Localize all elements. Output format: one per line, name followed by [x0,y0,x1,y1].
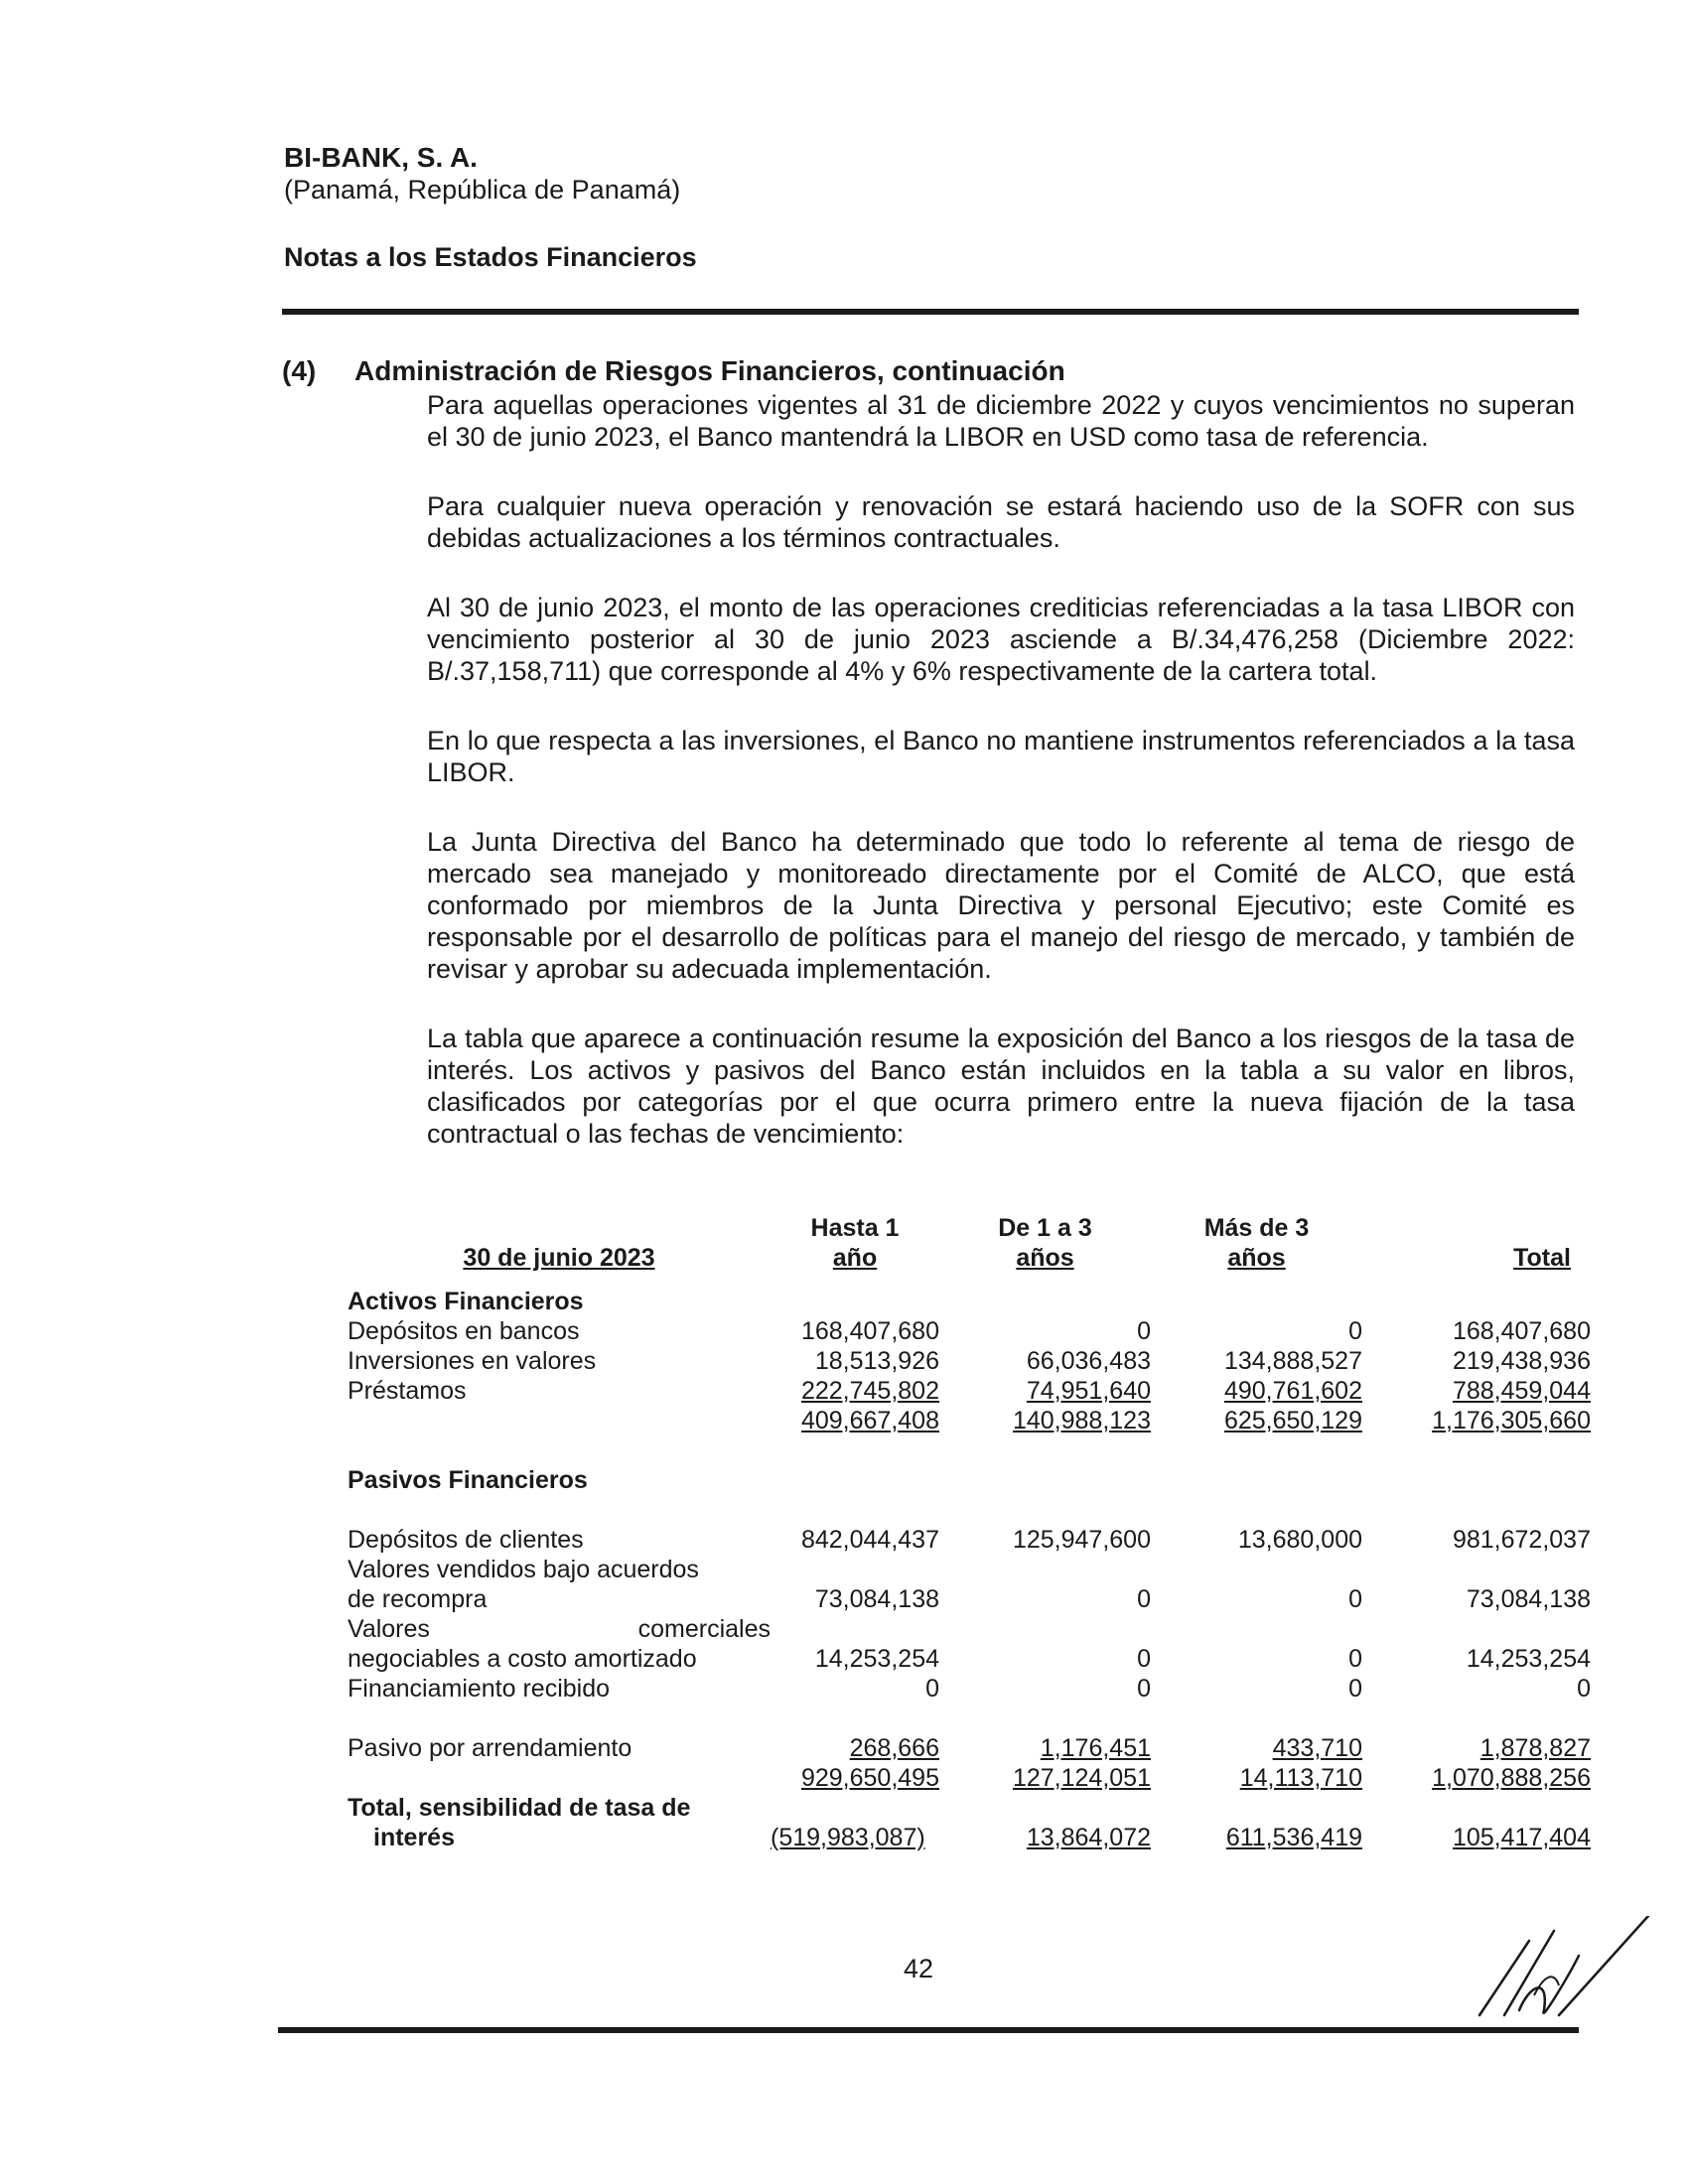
cell-value: 134,888,527 [1223,1347,1362,1375]
table-row [348,1584,1591,1614]
table-row [348,1555,1591,1584]
row-label-part: Valores [348,1615,430,1643]
cell-value: 409,667,408 [800,1407,939,1434]
row-label: Financiamiento recibido [348,1675,611,1703]
row-label: Pasivo por arrendamiento [348,1734,633,1762]
table-date-label: 30 de junio 2023 [463,1244,655,1272]
cell-total: 219,438,936 [1452,1347,1591,1375]
cell-total: 168,407,680 [1452,1317,1591,1345]
signature-icon [1460,1916,1658,2025]
row-label [348,1614,771,1644]
cell-value: 0 [1137,1585,1151,1613]
cell-value: 0 [1137,1675,1151,1703]
cell-value: 74,951,640 [1026,1377,1151,1405]
cell-value: 14,113,710 [1239,1764,1362,1792]
paragraph-libor-usd: Para aquellas operaciones vigentes al 31 de diciembre 2022 y cuyos vencimientos no superan el 30 de junio 2023, el Banco mantendrá la LIBOR en USD como tasa de referencia. [427,390,1575,452]
cell-value: 0 [1348,1317,1362,1345]
cell-value: 0 [1137,1645,1151,1673]
cell-value: 168,407,680 [800,1317,939,1345]
cell-value: 14,253,254 [814,1645,939,1673]
header-rule [282,309,1579,315]
assets-heading-row [348,1287,1591,1316]
cell-value: 0 [1348,1645,1362,1673]
table-row [348,1525,1591,1555]
paragraph-investments: En lo que respecta a las inversiones, el Banco no mantiene instrumentos referenciados a la tasa LIBOR. [427,726,1575,787]
interest-rate-risk-table [348,1213,1591,1852]
row-label: Valores vendidos bajo acuerdos [348,1556,699,1583]
cell-value: 0 [1137,1317,1151,1345]
cell-value: 1,176,451 [1040,1734,1151,1762]
paragraph-table-intro: La tabla que aparece a continuación resume la exposición del Banco a los riesgos de la tasa de interés. Los activos y pasivos del Banco están incluidos en la tabla a su valor en libros, clasificados por categorías por el que ocurra primero entre la nueva fijación de la tasa contractual o las fechas de vencimiento: [427,1024,1575,1149]
table-row [348,1614,1591,1644]
cell-total: 1,070,888,256 [1432,1764,1591,1792]
cell-value: 0 [1348,1675,1362,1703]
col-header-1-a-3: De 1 a 3 [998,1214,1092,1242]
cell-value: 842,044,437 [800,1526,939,1554]
col-header-ano: año [832,1244,878,1272]
cell-total: 1,176,305,660 [1432,1407,1591,1434]
liabilities-heading: Pasivos Financieros [348,1466,588,1494]
liabilities-heading-row [348,1465,1591,1495]
assets-heading: Activos Financieros [348,1288,584,1315]
cell-total: 105,417,404 [1452,1824,1591,1851]
cell-value: 625,650,129 [1223,1407,1362,1434]
company-location: (Panamá, República de Panamá) [284,175,681,205]
col-header-hasta-1: Hasta 1 [810,1214,900,1242]
cell-value: 13,864,072 [1026,1824,1151,1851]
col-header-mas-de-3: Más de 3 [1203,1214,1310,1242]
row-label-part: comerciales [637,1615,771,1643]
cell-total: 981,672,037 [1452,1526,1591,1554]
table-header-row-2 [348,1243,1591,1273]
col-header-anos-1: años [1016,1244,1074,1272]
section-number: (4) [282,355,317,386]
assets-total-row [348,1406,1591,1435]
table-header-row-1 [348,1213,1591,1243]
cell-total: 1,878,827 [1479,1734,1591,1762]
cell-value: 929,650,495 [800,1764,939,1792]
row-label: de recompra [348,1585,488,1613]
table-row [348,1346,1591,1376]
paragraph-libor-amount: Al 30 de junio 2023, el monto de las operaciones crediticias referenciadas a la tasa LIBOR con vencimiento posterior al 30 de junio 2023 asciende a B/.34,476,258 (Diciembre 2022: B/.37,158,711) que corresponde al 4% y 6% respectivamente de la cartera total. [427,593,1575,686]
cell-value: 433,710 [1272,1734,1362,1762]
cell-total: 73,084,138 [1466,1585,1591,1613]
cell-value: 140,988,123 [1012,1407,1151,1434]
cell-value: 127,124,051 [1012,1764,1151,1792]
row-label: Préstamos [348,1377,467,1405]
cell-value: 13,680,000 [1237,1526,1362,1554]
footer-rule [278,2027,1579,2033]
cell-value: (519,983,087) [771,1824,925,1851]
sensitivity-label: Total, sensibilidad de tasa de [348,1794,691,1822]
page-number: 42 [904,1954,934,1983]
row-label: Depósitos en bancos [348,1317,580,1345]
col-header-anos-2: años [1227,1244,1286,1272]
body-paragraphs [427,389,1575,1187]
sensitivity-label: interés [373,1824,455,1851]
paragraph-sofr: Para cualquier nueva operación y renovación se estará haciendo uso de la SOFR con sus debidas actualizaciones a los términos contractuales. [427,491,1575,553]
row-label: Depósitos de clientes [348,1526,584,1554]
sensitivity-label-row [348,1793,1591,1823]
cell-value: 18,513,926 [814,1347,939,1375]
section-title: Administración de Riesgos Financieros, continuación [354,355,1065,386]
cell-value: 125,947,600 [1012,1526,1151,1554]
cell-value: 0 [925,1675,939,1703]
cell-value: 611,536,419 [1225,1824,1362,1851]
cell-total: 788,459,044 [1452,1377,1591,1405]
table-row [348,1733,1591,1763]
cell-value: 66,036,483 [1026,1347,1151,1375]
cell-value: 490,761,602 [1223,1377,1362,1405]
col-header-total: Total [1513,1244,1571,1272]
liabilities-total-row [348,1763,1591,1793]
row-label: negociables a costo amortizado [348,1645,697,1673]
cell-value: 73,084,138 [814,1585,939,1613]
cell-total: 0 [1577,1675,1591,1703]
cell-value: 0 [1348,1585,1362,1613]
cell-value: 268,666 [849,1734,939,1762]
paragraph-alco-committee: La Junta Directiva del Banco ha determinado que todo lo referente al tema de riesgo de mercado sea manejado y monitoreado directamente por el Comité de ALCO, que está conformado por miembros de la Junta Directiva y personal Ejecutivo; este Comité es responsable por el desarrollo de políticas para el manejo del riesgo de mercado, y también de revisar y aprobar su adecuada implementación. [427,827,1575,984]
sensitivity-row [348,1823,1591,1852]
table-row [348,1644,1591,1674]
table-row [348,1674,1591,1704]
table-row [348,1316,1591,1346]
document-title: Notas a los Estados Financieros [284,242,697,272]
row-label: Inversiones en valores [348,1347,597,1375]
company-name: BI-BANK, S. A. [284,142,478,173]
cell-total: 14,253,254 [1466,1645,1591,1673]
table-row [348,1376,1591,1406]
cell-value: 222,745,802 [800,1377,939,1405]
